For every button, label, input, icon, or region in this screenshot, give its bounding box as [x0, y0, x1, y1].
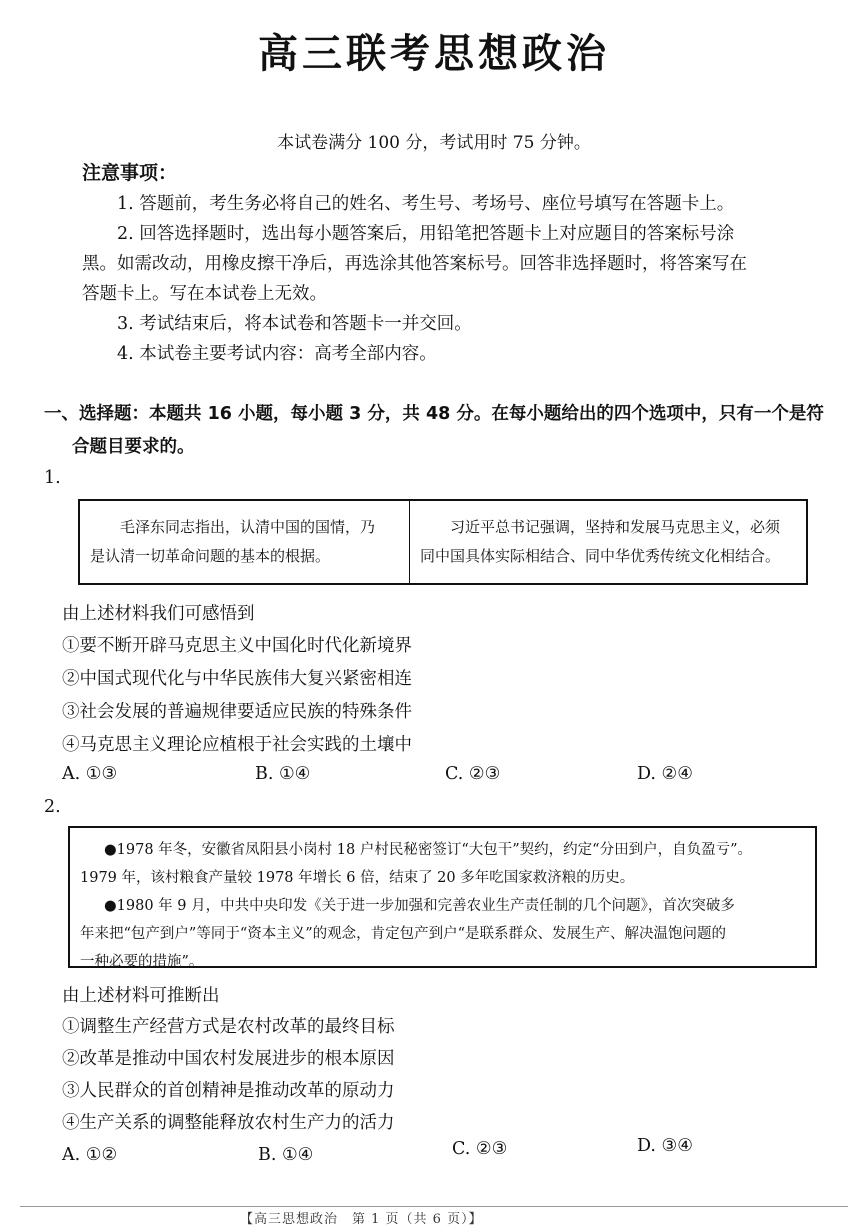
material-line-5: 一种必要的措施”。 [80, 954, 204, 970]
question-1-stem: 由上述材料我们可感悟到 [62, 604, 255, 624]
material-line-3: ●1980 年 9 月，中共中央印发《关于进一步加强和完善农业生产责任制的几个问题》，首次突破多 [104, 898, 735, 914]
material-line-1: ●1978 年冬，安徽省凤阳县小岗村 18 户村民秘密签订“大包干”契约，约定“分田到户，自负盈亏”。 [104, 842, 752, 858]
question-2-statement-4: ④生产关系的调整能释放农村生产力的活力 [62, 1113, 395, 1133]
notice-item-3: 3. 考试结束后，将本试卷和答题卡一并交回。 [117, 314, 472, 334]
question-2-option-a: A. ①② [62, 1145, 118, 1165]
notice-item-2-cont-2: 答题卡上。写在本试卷上无效。 [82, 284, 327, 304]
question-1-option-a: A. ①③ [62, 764, 118, 784]
material-line-2: 1979 年，该村粮食产量较 1978 年增长 6 倍，结束了 20 多年吃国家救济粮的历史。 [80, 870, 635, 886]
question-1-option-b: B. ①④ [255, 764, 311, 784]
notice-item-4: 4. 本试卷主要考试内容：高考全部内容。 [117, 344, 437, 364]
section-heading-line1: 一、选择题：本题共 16 小题，每小题 3 分，共 48 分。在每小题给出的四个选项中，只有一个是符 [44, 404, 824, 424]
page-footer: 【高三思想政治 第 1 页（共 6 页）】 [240, 1212, 483, 1227]
question-1-number: 1. [44, 468, 61, 488]
material-left-line-1: 毛泽东同志指出，认清中国的国情，乃 [120, 518, 376, 536]
footer-divider [20, 1206, 848, 1207]
question-2-statement-1: ①调整生产经营方式是农村改革的最终目标 [62, 1017, 395, 1037]
notice-item-2: 2. 回答选择题时，选出每小题答案后，用铅笔把答题卡上对应题目的答案标号涂 [117, 224, 735, 244]
question-1-option-d: D. ②④ [637, 764, 693, 784]
material-right-line-2: 同中国具体实际相结合、同中华优秀传统文化相结合。 [420, 547, 781, 565]
question-1-statement-1: ①要不断开辟马克思主义中国化时代化新境界 [62, 636, 412, 656]
material-right-cell [410, 501, 806, 583]
material-left-line-2: 是认清一切革命问题的基本的根据。 [90, 547, 331, 565]
notice-item-1: 1. 答题前，考生务必将自己的姓名、考生号、考场号、座位号填写在答题卡上。 [117, 194, 735, 214]
question-2-material-box [68, 826, 817, 968]
question-2-statement-3: ③人民群众的首创精神是推动改革的原动力 [62, 1081, 395, 1101]
question-2-option-d: D. ③④ [637, 1136, 693, 1156]
material-right-line-1: 习近平总书记强调，坚持和发展马克思主义，必须 [450, 518, 781, 536]
exam-info: 本试卷满分 100 分，考试用时 75 分钟。 [277, 133, 591, 153]
question-1-material-box [78, 499, 808, 585]
notice-item-2-cont-1: 黑。如需改动，用橡皮擦干净后，再选涂其他答案标号。回答非选择题时，将答案写在 [82, 254, 747, 274]
notice-heading: 注意事项： [82, 162, 178, 184]
question-2-stem: 由上述材料可推断出 [62, 986, 220, 1006]
question-1-option-c: C. ②③ [445, 764, 501, 784]
question-2-number: 2. [44, 797, 61, 817]
question-1-statement-2: ②中国式现代化与中华民族伟大复兴紧密相连 [62, 669, 412, 689]
question-2-option-c: C. ②③ [452, 1139, 508, 1159]
material-left-cell [80, 501, 410, 583]
material-line-4: 年来把“包产到户”等同于“资本主义”的观念，肯定包产到户“是联系群众、发展生产、解决温饱问题的 [80, 926, 727, 942]
question-1-statement-3: ③社会发展的普遍规律要适应民族的特殊条件 [62, 702, 412, 722]
section-heading-line2: 合题目要求的。 [72, 437, 195, 457]
question-2-option-b: B. ①④ [258, 1145, 314, 1165]
page-title: 高三联考思想政治 [258, 31, 610, 77]
question-1-statement-4: ④马克思主义理论应植根于社会实践的土壤中 [62, 735, 412, 755]
question-2-statement-2: ②改革是推动中国农村发展进步的根本原因 [62, 1049, 395, 1069]
